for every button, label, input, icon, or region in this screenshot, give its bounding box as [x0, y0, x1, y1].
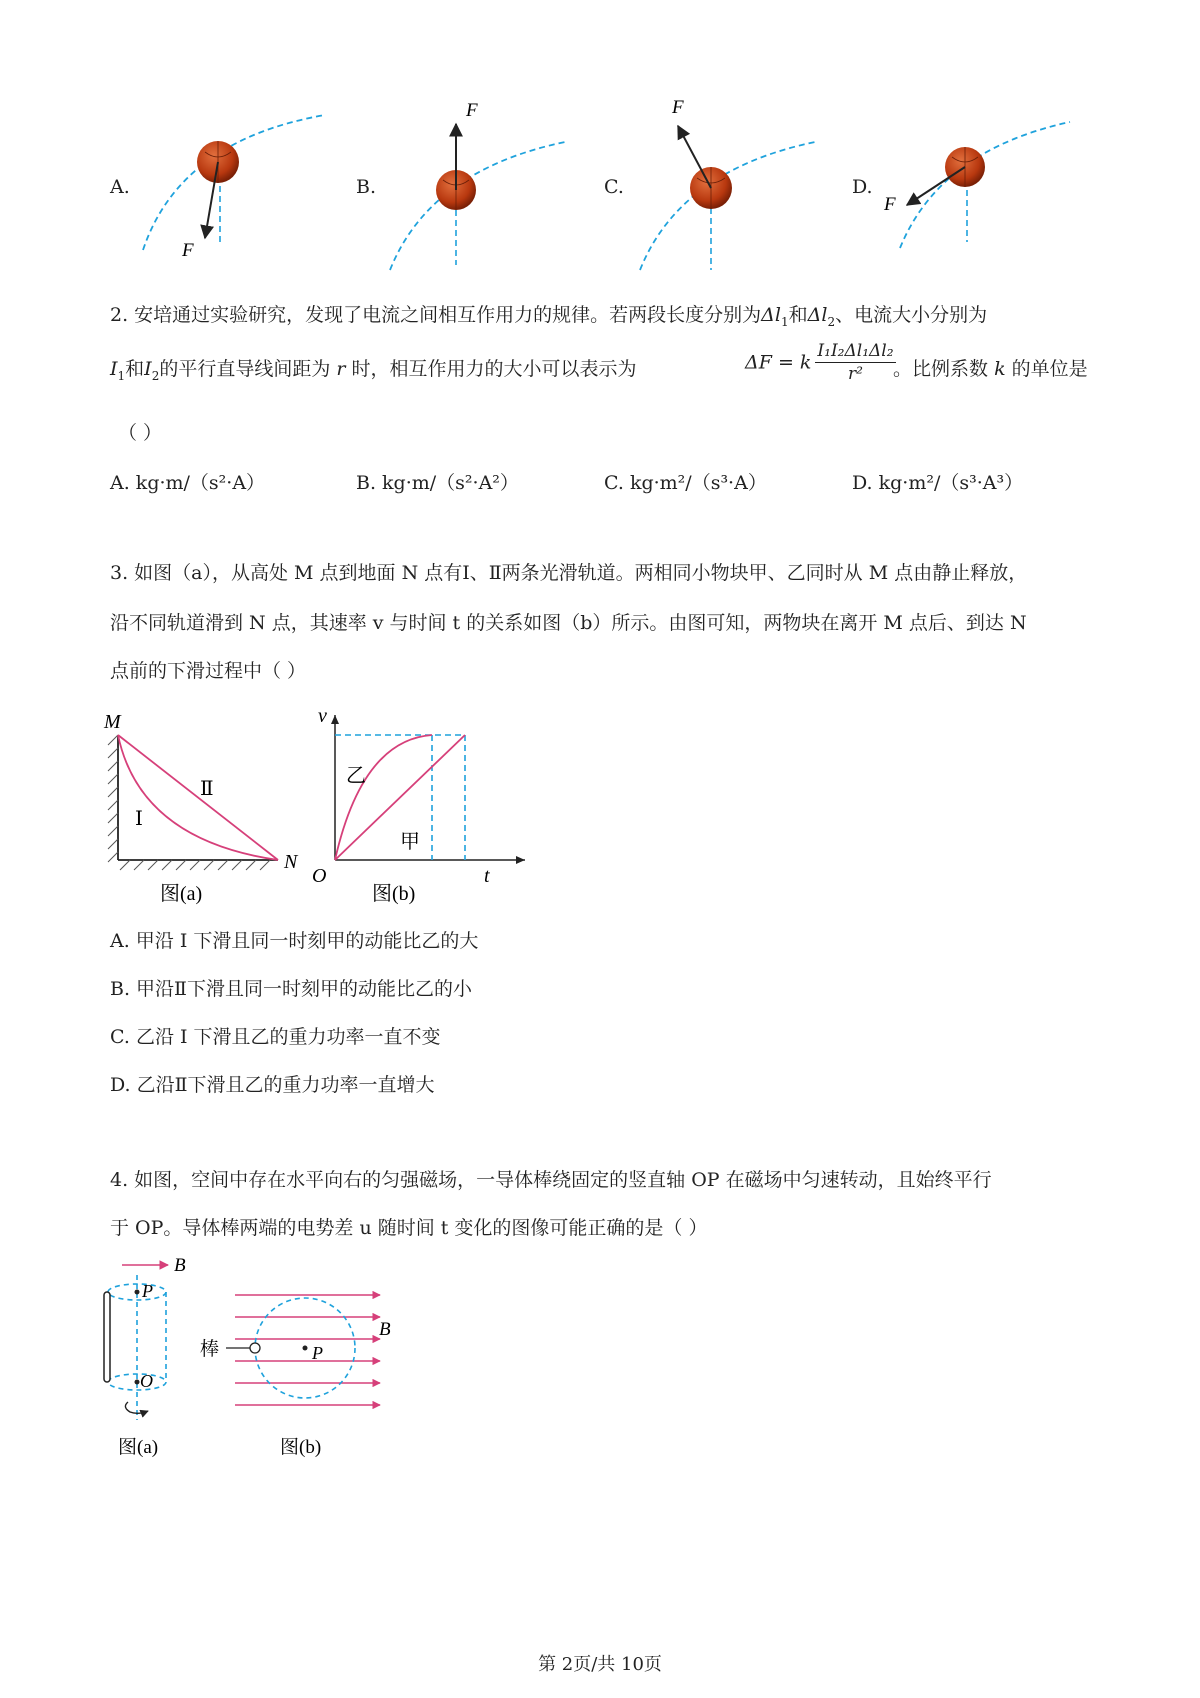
- q1-option-d-label[interactable]: D.: [852, 176, 873, 198]
- force-label-d: F: [884, 194, 896, 215]
- q1-ball-figures: [0, 80, 1200, 280]
- q4-fig-a-caption: 图(a): [118, 1437, 159, 1458]
- q4-fig-b-caption: 图(b): [280, 1437, 322, 1458]
- q1-option-c-label[interactable]: C.: [604, 176, 624, 198]
- axis-point-p: P: [142, 1281, 153, 1301]
- q3-figure-b: [312, 705, 525, 905]
- fig-a-caption: 图(a): [160, 883, 203, 905]
- q2-line2: $I_1$和$I_2$的平行直导线间距为 r 时，相互作用力的大小可以表示为: [110, 358, 637, 383]
- axis-t-label: t: [484, 865, 490, 887]
- q4-figure-b: [200, 1295, 391, 1458]
- q3-option-a[interactable]: A. 甲沿 I 下滑且同一时刻甲的动能比乙的大: [110, 930, 479, 952]
- q3-line2: 沿不同轨道滑到 N 点，其速率 v 与时间 t 的关系如图（b）所示。由图可知，两物块在离开 M 点后、到达 N: [110, 612, 1027, 634]
- q3-line1: 3. 如图（a），从高处 M 点到地面 N 点有Ⅰ、Ⅱ两条光滑轨道。两相同小物块甲、乙同时从 M 点由静止释放，: [110, 562, 1028, 584]
- curve-yi-label: 乙: [346, 765, 366, 787]
- point-n: N: [284, 851, 298, 873]
- track-i-label: Ⅰ: [135, 808, 143, 830]
- q1-option-b-label[interactable]: B.: [356, 176, 377, 198]
- track-ii-label: Ⅱ: [200, 778, 214, 800]
- q1-figure-b: [390, 100, 565, 270]
- q2-line1: 2. 安培通过实验研究，发现了电流之间相互作用力的规律。若两段长度分别为$\Delta l_1$和$\Delta l_2$、电流大小分别为: [110, 304, 988, 329]
- q2-option-b[interactable]: B. kg·m/（s²·A²）: [356, 472, 519, 494]
- q2-formula: ΔF = k $\frac{\text{I₁I₂Δl₁Δl₂}}{\text{r²}}$: [745, 341, 894, 384]
- field-b-label: B: [174, 1255, 186, 1276]
- q1-figure-a: [143, 115, 325, 261]
- axis-point-o: O: [140, 1371, 153, 1391]
- q3-option-d[interactable]: D. 乙沿Ⅱ下滑且乙的重力功率一直增大: [110, 1074, 435, 1096]
- field-b-label-b: B: [379, 1319, 391, 1340]
- line-jia-label: 甲: [400, 831, 420, 853]
- fig-b-caption: 图(b): [372, 883, 416, 905]
- q3-figures: [100, 700, 560, 910]
- q2-option-d[interactable]: D. kg·m²/（s³·A³）: [852, 472, 1024, 494]
- q1-figure-c: [640, 97, 815, 270]
- q2-option-a[interactable]: A. kg·m/（s²·A）: [110, 472, 266, 494]
- axis-point-p-b: P: [312, 1343, 323, 1363]
- q4-figure-a: [104, 1255, 186, 1458]
- q4-figures: [100, 1255, 440, 1475]
- axis-v-label: v: [318, 705, 327, 727]
- q4-line2: 于 OP。导体棒两端的电势差 u 随时间 t 变化的图像可能正确的是（ ）: [110, 1217, 708, 1239]
- q3-figure-a: [103, 711, 299, 905]
- page-footer: 第 2页/共 10页: [538, 1654, 662, 1675]
- q3-line3: 点前的下滑过程中（ ）: [110, 660, 307, 682]
- q4-line1: 4. 如图，空间中存在水平向右的匀强磁场，一导体棒绕固定的竖直轴 OP 在磁场中匀速转动，且始终平行: [110, 1169, 992, 1191]
- force-label-a: F: [182, 240, 194, 261]
- q2-answer-paren: （ ）: [118, 422, 163, 444]
- origin-label: O: [312, 865, 327, 887]
- point-m: M: [104, 711, 121, 733]
- q3-option-c[interactable]: C. 乙沿 I 下滑且乙的重力功率一直不变: [110, 1026, 441, 1048]
- q1-option-a-label[interactable]: A.: [110, 176, 130, 198]
- force-label-c: F: [672, 97, 684, 118]
- q1-figure-d: [883, 122, 1070, 248]
- q2-line2-tail: 。比例系数 k 的单位是: [893, 358, 1088, 380]
- q3-option-b[interactable]: B. 甲沿Ⅱ下滑且同一时刻甲的动能比乙的小: [110, 978, 472, 1000]
- rod-label: 棒: [200, 1339, 220, 1360]
- q2-option-c[interactable]: C. kg·m²/（s³·A）: [604, 472, 767, 494]
- conductor-rod: [104, 1292, 110, 1382]
- force-label-b: F: [466, 100, 478, 121]
